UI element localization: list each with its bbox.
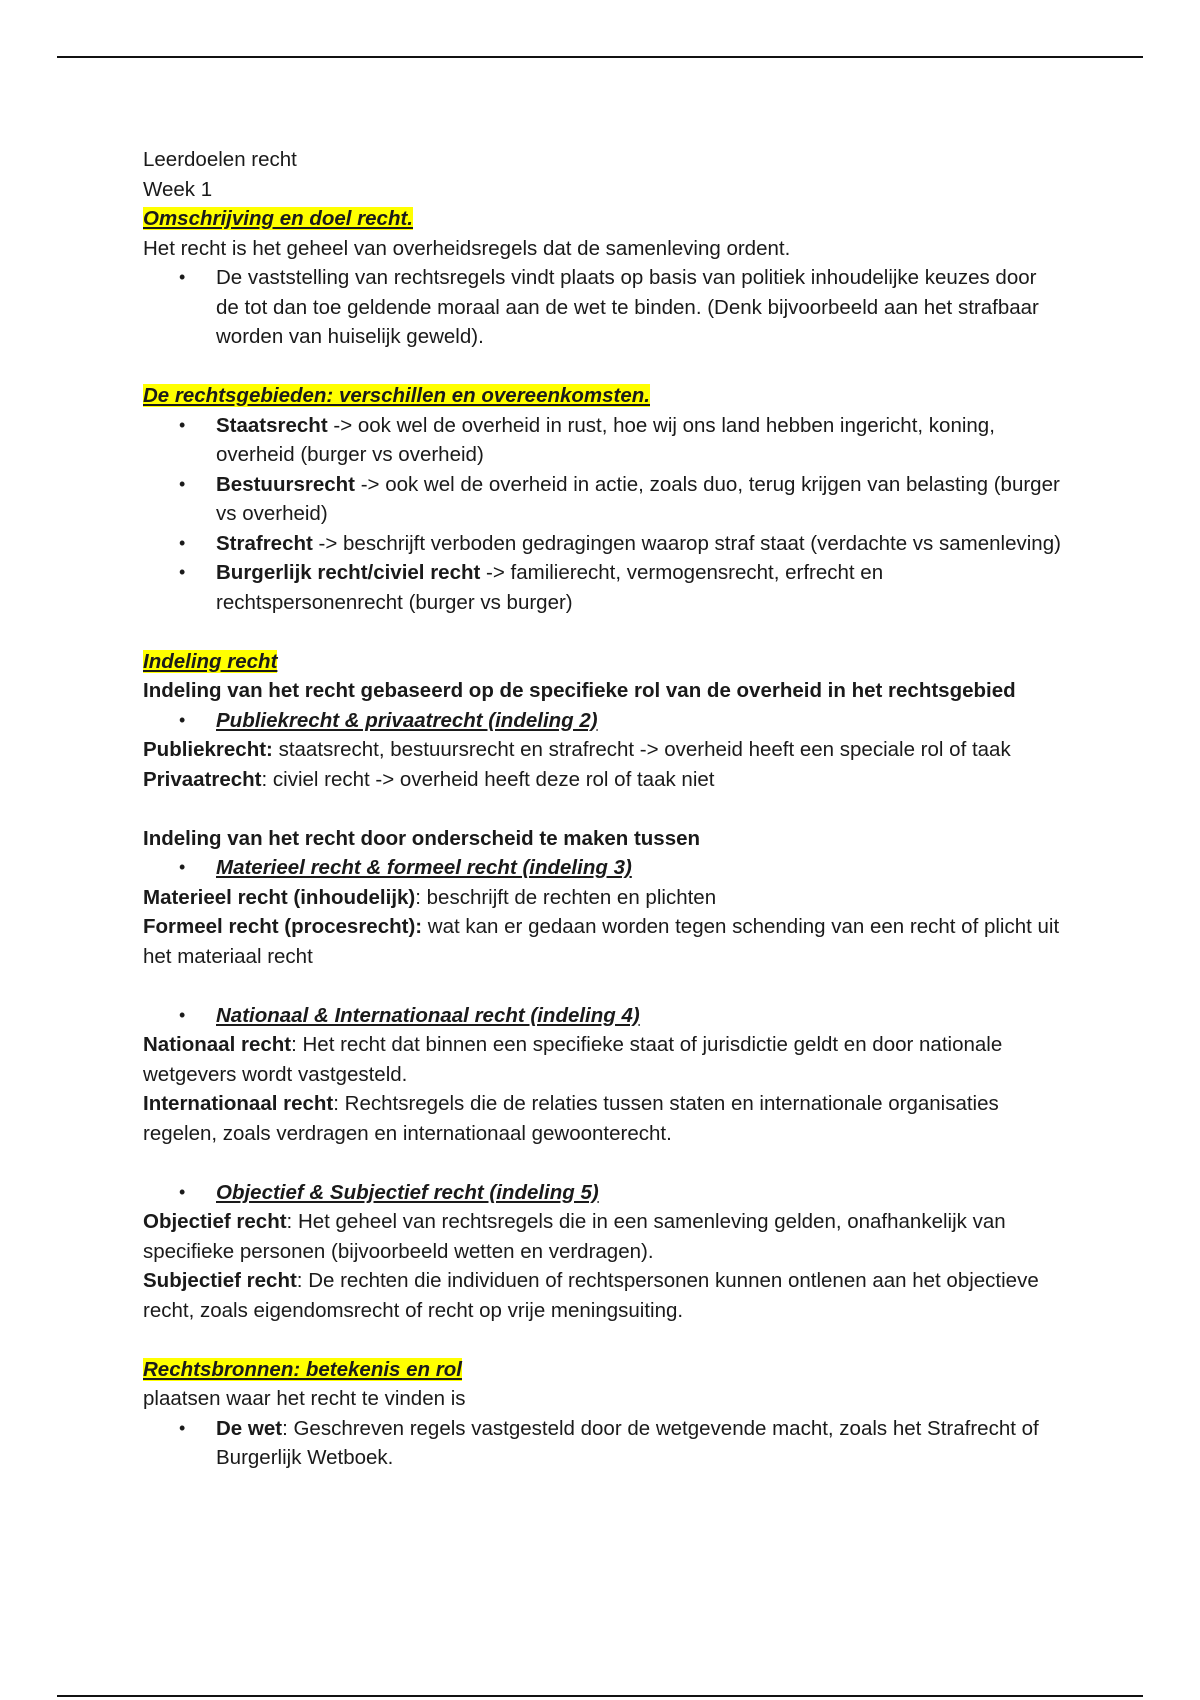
list-item: • Staatsrecht -> ook wel de overheid in rust, hoe wij ons land hebben ingericht, koning, overheid (burger vs overheid) <box>143 411 1063 470</box>
header-rule <box>57 56 1143 58</box>
bullet-list <box>143 1001 1063 1031</box>
subheading: Indeling van het recht gebaseerd op de specifieke rol van de overheid in het rechtsgebied <box>143 679 1016 702</box>
bullet-list <box>143 263 1063 352</box>
definition: Formeel recht (procesrecht): wat kan er gedaan worden tegen schending van een recht of plicht uit het materiaal recht <box>143 915 1060 968</box>
bullet-list <box>143 1178 1063 1208</box>
bullet-icon: • <box>179 562 186 582</box>
week-label: Week 1 <box>143 177 213 201</box>
definition: Internationaal recht: Rechtsregels die de relaties tussen staten en internationale organisaties regelen, zoals verdragen en internationaal gewoonterecht. <box>143 1092 999 1145</box>
definition: Privaatrecht: civiel recht -> overheid heeft deze rol of taak niet <box>143 767 715 791</box>
list-item: • Publiekrecht & privaatrecht (indeling 2) <box>143 706 1063 736</box>
bullet-icon: • <box>179 532 186 553</box>
bullet-list <box>143 853 1063 883</box>
footer-rule <box>57 1695 1143 1697</box>
heading-indeling: Indeling recht <box>143 649 278 673</box>
heading-rechtsgebieden: De rechtsgebieden: verschillen en overeenkomsten. <box>143 384 650 407</box>
list-item: • Nationaal & Internationaal recht (indeling 4) <box>143 1001 1063 1031</box>
definition: Materieel recht (inhoudelijk): beschrijft de rechten en plichten <box>143 885 717 909</box>
definition: Objectief recht: Het geheel van rechtsregels die in een samenleving gelden, onafhankelijk van specifieke personen (bijvoorbeeld wetten en verdragen). <box>143 1210 1006 1263</box>
list-item: • Bestuursrecht -> ook wel de overheid in actie, zoals duo, terug krijgen van belasting (burger vs overheid) <box>143 470 1063 529</box>
paragraph: plaatsen waar het recht te vinden is <box>143 1387 466 1410</box>
bullet-list <box>143 411 1063 618</box>
definition: Nationaal recht: Het recht dat binnen een specifieke staat of jurisdictie geldt en door nationale wetgevers wordt vastgesteld. <box>143 1033 1003 1086</box>
list-item: • Materieel recht & formeel recht (indeling 3) <box>143 853 1063 883</box>
bullet-icon: • <box>179 473 186 494</box>
bullet-list <box>143 1414 1063 1473</box>
bullet-icon: • <box>179 1004 186 1025</box>
bullet-list <box>143 706 1063 736</box>
heading-omschrijving: Omschrijving en doel recht. <box>143 207 413 230</box>
list-item: • De vaststelling van rechtsregels vindt plaats op basis van politiek inhoudelijke keuzes door de tot dan toe geldende moraal aan de wet te binden. (Denk bijvoorbeeld aan het strafbaar worden van huiselijk geweld). <box>143 263 1063 352</box>
bullet-icon: • <box>179 414 186 435</box>
definition: Subjectief recht: De rechten die individuen of rechtspersonen kunnen ontlenen aan het objectieve recht, zoals eigendomsrecht of recht op vrije meningsuiting. <box>143 1269 1039 1322</box>
list-item: • Burgerlijk recht/civiel recht -> familierecht, vermogensrecht, erfrecht en rechtspersonenrecht (burger vs burger) <box>143 558 1063 617</box>
bullet-icon: • <box>179 709 186 730</box>
bullet-icon: • <box>179 857 186 877</box>
heading-rechtsbronnen: Rechtsbronnen: betekenis en rol <box>143 1357 462 1381</box>
definition: Publiekrecht: staatsrecht, bestuursrecht en strafrecht -> overheid heeft een speciale rol of taak <box>143 738 1011 761</box>
bullet-icon: • <box>179 267 186 287</box>
bullet-icon: • <box>179 1181 186 1202</box>
document-body <box>143 145 1063 1473</box>
list-item: • Objectief & Subjectief recht (indeling 5) <box>143 1178 1063 1208</box>
bullet-icon: • <box>179 1417 186 1438</box>
list-item: • Strafrecht -> beschrijft verboden gedragingen waarop straf staat (verdachte vs samenleving) <box>143 529 1063 559</box>
list-item: • De wet: Geschreven regels vastgesteld door de wetgevende macht, zoals het Strafrecht of Burgerlijk Wetboek. <box>143 1414 1063 1473</box>
document-title: Leerdoelen recht <box>143 148 297 171</box>
paragraph: Het recht is het geheel van overheidsregels dat de samenleving ordent. <box>143 236 791 260</box>
subheading: Indeling van het recht door onderscheid te maken tussen <box>143 826 701 850</box>
